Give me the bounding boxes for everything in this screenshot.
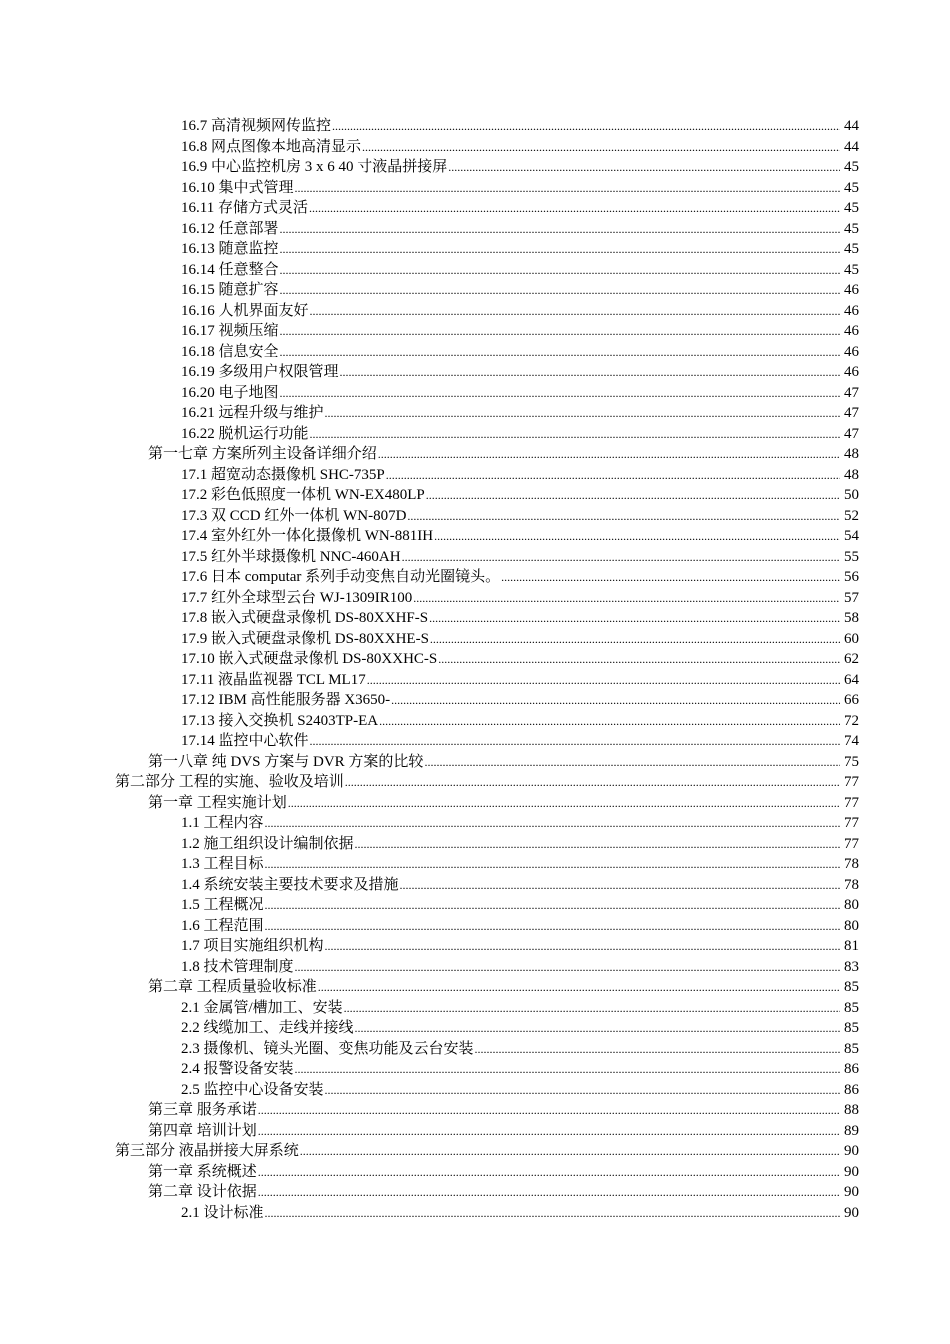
toc-dot-leader [280, 342, 840, 363]
toc-entry-label: 16.11 存储方式灵活 [181, 200, 308, 216]
toc-dot-leader [391, 690, 840, 711]
toc-dot-leader [362, 137, 840, 158]
toc-dot-leader [448, 157, 840, 178]
toc-page-number: 66 [844, 692, 859, 708]
toc-page-number: 48 [844, 466, 859, 483]
toc-entry[interactable] [0, 998, 950, 1019]
toc-entry-label: 1.5 工程概况 [181, 897, 264, 913]
toc-entry[interactable] [0, 936, 950, 957]
toc-entry[interactable] [0, 362, 950, 383]
toc-dot-leader [325, 1080, 840, 1101]
toc-dot-leader [310, 301, 840, 322]
toc-dot-leader [325, 936, 840, 957]
toc-page-number: 80 [844, 897, 859, 913]
toc-entry-label: 1.8 技术管理制度 [181, 958, 294, 975]
toc-entry[interactable] [0, 649, 950, 670]
toc-page-number: 46 [844, 323, 859, 339]
toc-dot-leader [280, 219, 840, 240]
toc-page-number: 45 [844, 200, 859, 216]
toc-dot-leader [430, 629, 840, 650]
toc-page-number: 44 [844, 118, 859, 134]
toc-entry[interactable] [0, 588, 950, 609]
toc-entry[interactable] [0, 260, 950, 281]
toc-page-number: 90 [844, 1204, 859, 1221]
toc-entry[interactable] [0, 772, 950, 793]
toc-dot-leader [288, 793, 840, 814]
toc-entry[interactable] [0, 137, 950, 158]
toc-entry-label: 17.2 彩色低照度一体机 WN-EX480LP [181, 487, 425, 503]
toc-dot-leader [295, 1059, 840, 1080]
toc-entry-label: 第一八章 纯 DVS 方案与 DVR 方案的比较 [148, 753, 424, 770]
toc-page-number: 44 [844, 138, 859, 155]
toc-entry[interactable] [0, 1141, 950, 1162]
toc-entry[interactable] [0, 793, 950, 814]
toc-dot-leader [265, 1203, 840, 1224]
toc-entry-label: 17.12 IBM 高性能服务器 X3650- [181, 692, 391, 708]
toc-entry[interactable] [0, 526, 950, 547]
toc-dot-leader [265, 916, 840, 937]
toc-dot-leader [355, 1018, 840, 1039]
toc-dot-leader [386, 465, 840, 486]
toc-entry[interactable] [0, 977, 950, 998]
toc-entry[interactable] [0, 608, 950, 629]
toc-entry[interactable] [0, 711, 950, 732]
toc-entry-label: 16.19 多级用户权限管理 [181, 364, 339, 380]
toc-entry[interactable] [0, 342, 950, 363]
toc-dot-leader [258, 1100, 840, 1121]
toc-entry-label: 1.3 工程目标 [181, 856, 264, 872]
toc-dot-leader [258, 1162, 840, 1183]
toc-page-number: 88 [844, 1102, 859, 1118]
toc-dot-leader [438, 649, 840, 670]
toc-dot-leader [310, 424, 840, 445]
toc-entry[interactable] [0, 465, 950, 486]
toc-page-number: 77 [844, 794, 859, 811]
toc-page-number: 86 [844, 1061, 859, 1077]
toc-page-number: 85 [844, 1020, 859, 1036]
toc-page-number: 77 [844, 815, 859, 831]
toc-entry[interactable] [0, 690, 950, 711]
toc-page-number: 89 [844, 1122, 859, 1139]
toc-entry[interactable] [0, 957, 950, 978]
toc-entry[interactable] [0, 875, 950, 896]
toc-page-number: 58 [844, 610, 859, 626]
toc-dot-leader [475, 1039, 840, 1060]
toc-entry-label: 第三部分 液晶拼接大屏系统 [115, 1143, 299, 1159]
toc-entry[interactable] [0, 239, 950, 260]
toc-dot-leader [265, 895, 840, 916]
toc-entry[interactable] [0, 116, 950, 137]
toc-dot-leader [310, 731, 840, 752]
toc-page-number: 45 [844, 159, 859, 175]
toc-entry[interactable] [0, 383, 950, 404]
toc-page-number: 86 [844, 1081, 859, 1098]
toc-dot-leader [280, 260, 840, 281]
toc-entry[interactable] [0, 403, 950, 424]
toc-page-number: 48 [844, 446, 859, 462]
toc-entry[interactable] [0, 670, 950, 691]
toc-entry[interactable] [0, 178, 950, 199]
toc-entry[interactable] [0, 444, 950, 465]
toc-entry-label: 2.2 线缆加工、走线并接线 [181, 1020, 354, 1036]
toc-page-number: 52 [844, 507, 859, 524]
toc-dot-leader [501, 567, 840, 588]
toc-entry[interactable] [0, 157, 950, 178]
toc-entry[interactable] [0, 1018, 950, 1039]
toc-page-number: 55 [844, 548, 859, 565]
toc-entry[interactable] [0, 301, 950, 322]
toc-page-number: 81 [844, 938, 859, 954]
toc-page-number: 45 [844, 179, 859, 196]
toc-page-number: 56 [844, 569, 859, 585]
toc-dot-leader [258, 1121, 840, 1142]
toc-dot-leader [378, 444, 840, 465]
toc-dot-leader [434, 526, 840, 547]
toc-page-number: 60 [844, 630, 859, 647]
toc-entry[interactable] [0, 1039, 950, 1060]
toc-entry-label: 17.3 双 CCD 红外一体机 WN-807D [181, 507, 407, 524]
toc-entry-label: 第四章 培训计划 [148, 1122, 257, 1139]
toc-page-number: 74 [844, 733, 859, 749]
toc-page-number: 62 [844, 651, 859, 667]
toc-dot-leader [265, 854, 840, 875]
toc-dot-leader [280, 383, 840, 404]
toc-page-number: 80 [844, 917, 859, 934]
toc-dot-leader [402, 547, 840, 568]
toc-page-number: 72 [844, 712, 859, 729]
toc-entry-label: 第一章 系统概述 [148, 1163, 257, 1180]
toc-entry-label: 16.12 任意部署 [181, 220, 279, 237]
toc-entry-label: 17.8 嵌入式硬盘录像机 DS-80XXHF-S [181, 610, 429, 626]
toc-entry-label: 第三章 服务承诺 [148, 1102, 257, 1118]
toc-entry-label: 17.1 超宽动态摄像机 SHC-735P [181, 466, 385, 483]
toc-entry[interactable] [0, 752, 950, 773]
toc-entry-label: 16.8 网点图像本地高清显示 [181, 138, 362, 155]
toc-page-number: 46 [844, 302, 859, 319]
toc-entry-label: 1.6 工程范围 [181, 917, 264, 934]
toc-entry[interactable] [0, 547, 950, 568]
toc-entry[interactable] [0, 1080, 950, 1101]
toc-entry-label: 16.14 任意整合 [181, 261, 279, 278]
toc-entry-label: 16.9 中心监控机房 3 x 6 40 寸液晶拼接屏 [181, 159, 448, 175]
toc-entry-label: 2.1 设计标准 [181, 1204, 264, 1221]
toc-entry[interactable] [0, 1059, 950, 1080]
toc-dot-leader [340, 362, 840, 383]
toc-entry-label: 16.22 脱机运行功能 [181, 425, 309, 442]
toc-entry[interactable] [0, 321, 950, 342]
toc-dot-leader [295, 957, 840, 978]
toc-entry-label: 第二章 工程质量验收标准 [148, 979, 317, 995]
toc-page-number: 46 [844, 364, 859, 380]
toc-entry-label: 2.3 摄像机、镜头光圈、变焦功能及云台安装 [181, 1040, 474, 1057]
toc-entry[interactable] [0, 1100, 950, 1121]
toc-entry-label: 17.13 接入交换机 S2403TP-EA [181, 712, 379, 729]
toc-entry[interactable] [0, 485, 950, 506]
toc-page-number: 45 [844, 261, 859, 278]
toc-dot-leader [426, 485, 840, 506]
toc-page-number: 54 [844, 528, 859, 544]
toc-entry[interactable] [0, 854, 950, 875]
toc-entry-label: 第二部分 工程的实施、验收及培训 [115, 774, 344, 790]
toc-page-number: 46 [844, 343, 859, 360]
toc-entry[interactable] [0, 1203, 950, 1224]
toc-page-number: 75 [844, 753, 859, 770]
toc-entry-label: 17.9 嵌入式硬盘录像机 DS-80XXHE-S [181, 630, 429, 647]
toc-entry-label: 第一章 工程实施计划 [148, 794, 287, 811]
toc-entry-label: 17.7 红外全球型云台 WJ-1309IR100 [181, 589, 413, 606]
toc-page-number: 47 [844, 405, 859, 421]
toc-page-number: 57 [844, 589, 859, 606]
toc-entry[interactable] [0, 629, 950, 650]
toc-entry-label: 16.21 远程升级与维护 [181, 405, 324, 421]
toc-page-number: 78 [844, 876, 859, 893]
toc-entry[interactable] [0, 895, 950, 916]
toc-entry-label: 1.1 工程内容 [181, 815, 264, 831]
toc-entry[interactable] [0, 1121, 950, 1142]
toc-dot-leader [258, 1182, 840, 1203]
toc-page-number: 90 [844, 1184, 859, 1200]
toc-dot-leader [280, 321, 840, 342]
toc-page-number: 85 [844, 979, 859, 995]
table-of-contents [0, 116, 950, 1223]
toc-entry-label: 17.10 嵌入式硬盘录像机 DS-80XXHC-S [181, 651, 438, 667]
toc-entry-label: 16.7 高清视频网传监控 [181, 118, 332, 134]
toc-entry-label: 第一七章 方案所列主设备详细介绍 [148, 446, 377, 462]
toc-page-number: 64 [844, 671, 859, 688]
toc-page-number: 90 [844, 1143, 859, 1159]
toc-dot-leader [424, 752, 840, 773]
toc-entry[interactable] [0, 1162, 950, 1183]
toc-page-number: 77 [844, 835, 859, 852]
toc-page-number: 45 [844, 220, 859, 237]
toc-entry-label: 16.20 电子地图 [181, 384, 279, 401]
toc-entry[interactable] [0, 567, 950, 588]
toc-dot-leader [400, 875, 840, 896]
toc-dot-leader [280, 239, 840, 260]
toc-page-number: 45 [844, 241, 859, 257]
toc-entry-label: 17.14 监控中心软件 [181, 733, 309, 749]
toc-page-number: 85 [844, 1040, 859, 1057]
toc-entry-label: 16.13 随意监控 [181, 241, 279, 257]
toc-entry-label: 16.18 信息安全 [181, 343, 279, 360]
toc-dot-leader [344, 998, 840, 1019]
toc-dot-leader [325, 403, 840, 424]
toc-entry-label: 2.1 金属管/槽加工、安装 [181, 999, 343, 1016]
toc-page-number: 47 [844, 425, 859, 442]
toc-dot-leader [265, 813, 840, 834]
toc-dot-leader [407, 506, 840, 527]
toc-entry-label: 1.2 施工组织设计编制依据 [181, 835, 354, 852]
toc-dot-leader [345, 772, 840, 793]
toc-dot-leader [295, 178, 840, 199]
toc-entry[interactable] [0, 198, 950, 219]
toc-page-number: 46 [844, 282, 859, 298]
toc-page-number: 47 [844, 384, 859, 401]
toc-dot-leader [379, 711, 840, 732]
toc-entry-label: 2.4 报警设备安装 [181, 1061, 294, 1077]
toc-entry-label: 1.7 项目实施组织机构 [181, 938, 324, 954]
toc-page-number: 78 [844, 856, 859, 872]
toc-dot-leader [367, 670, 840, 691]
toc-entry-label: 16.16 人机界面友好 [181, 302, 309, 319]
toc-dot-leader [300, 1141, 840, 1162]
toc-page-number: 85 [844, 999, 859, 1016]
toc-dot-leader [429, 608, 840, 629]
toc-entry-label: 16.10 集中式管理 [181, 179, 294, 196]
toc-page-number: 83 [844, 958, 859, 975]
toc-page-number: 50 [844, 487, 859, 503]
toc-entry-label: 16.17 视频压缩 [181, 323, 279, 339]
toc-entry-label: 16.15 随意扩容 [181, 282, 279, 298]
toc-entry-label: 17.5 红外半球摄像机 NNC-460AH [181, 548, 401, 565]
toc-entry[interactable] [0, 506, 950, 527]
toc-entry[interactable] [0, 280, 950, 301]
toc-dot-leader [280, 280, 840, 301]
toc-dot-leader [332, 116, 840, 137]
toc-entry-label: 2.5 监控中心设备安装 [181, 1081, 324, 1098]
toc-entry-label: 1.4 系统安装主要技术要求及措施 [181, 876, 399, 893]
toc-entry-label: 第二章 设计依据 [148, 1184, 257, 1200]
toc-entry[interactable] [0, 916, 950, 937]
toc-dot-leader [413, 588, 840, 609]
toc-entry-label: 17.6 日本 computar 系列手动变焦自动光圈镜头。 [181, 569, 501, 585]
toc-page-number: 77 [844, 774, 859, 790]
toc-entry[interactable] [0, 1182, 950, 1203]
toc-entry-label: 17.11 液晶监视器 TCL ML17 [181, 671, 366, 688]
toc-entry[interactable] [0, 731, 950, 752]
toc-entry[interactable] [0, 424, 950, 445]
toc-dot-leader [309, 198, 840, 219]
toc-dot-leader [355, 834, 840, 855]
toc-page-number: 90 [844, 1163, 859, 1180]
toc-entry-label: 17.4 室外红外一体化摄像机 WN-881IH [181, 528, 434, 544]
toc-dot-leader [318, 977, 840, 998]
toc-entry[interactable] [0, 813, 950, 834]
toc-entry[interactable] [0, 834, 950, 855]
toc-entry[interactable] [0, 219, 950, 240]
